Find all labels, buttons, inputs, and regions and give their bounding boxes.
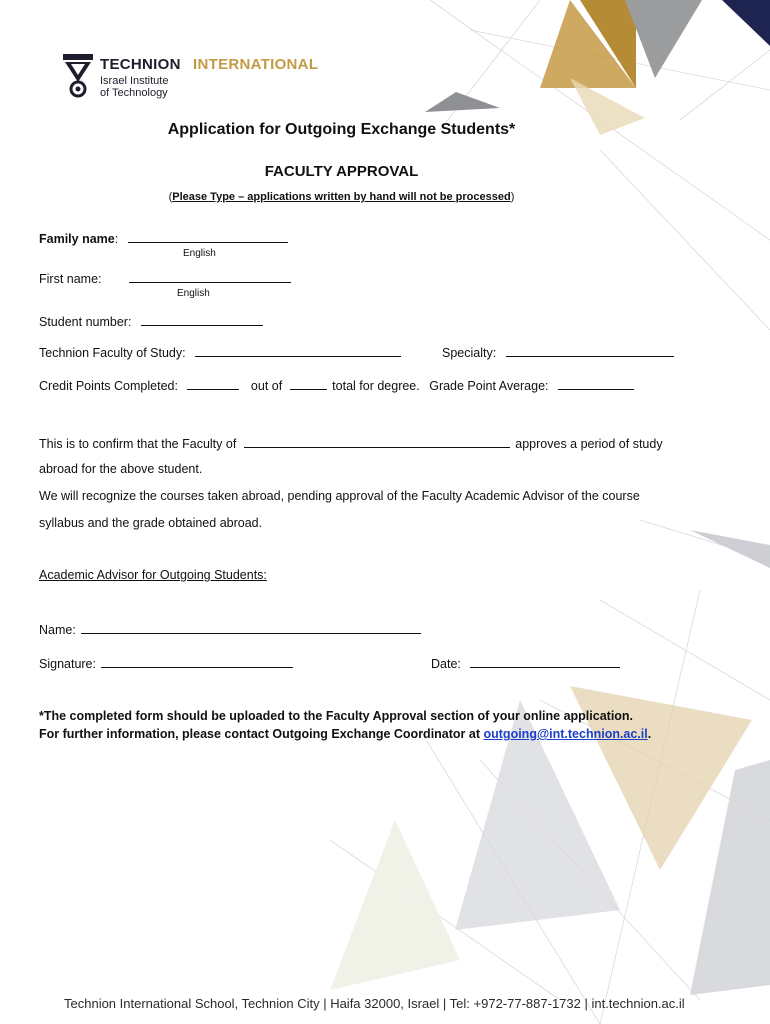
family-name-field[interactable] xyxy=(128,230,288,243)
advisor-name-field[interactable] xyxy=(81,621,421,634)
faculty-field[interactable] xyxy=(195,344,401,357)
family-name-label: Family name xyxy=(39,232,115,246)
first-name-hint: English xyxy=(177,288,210,299)
credit-points-row xyxy=(39,377,634,393)
technion-logo xyxy=(62,52,332,102)
brand-international: INTERNATIONAL xyxy=(193,56,319,73)
advisor-name-label: Name: xyxy=(39,623,76,637)
credit-points-label: Credit Points Completed: xyxy=(39,379,178,393)
contact-info: For further information, please contact Outgoing Exchange Coordinator at outgoing@int.technion.ac.il. xyxy=(39,727,652,741)
faculty-of-field[interactable] xyxy=(244,435,510,448)
signature-row xyxy=(39,655,293,671)
navy-triangle xyxy=(722,0,770,46)
out-of-label: out of xyxy=(250,379,283,393)
date-field[interactable] xyxy=(470,655,620,668)
form-title: Application for Outgoing Exchange Students* xyxy=(167,121,516,138)
student-number-label: Student number: xyxy=(39,315,132,329)
typing-note: (Please Type – applications written by hand will not be processed) xyxy=(168,191,515,203)
total-credits-field[interactable] xyxy=(290,377,327,390)
form-subtitle: FACULTY APPROVAL xyxy=(264,163,419,180)
specialty-field[interactable] xyxy=(506,344,674,357)
gpa-label: Grade Point Average: xyxy=(429,379,549,393)
gpa-field[interactable] xyxy=(558,377,634,390)
total-degree-label: total for degree. xyxy=(332,379,420,393)
footer-address: Technion International School, Technion City | Haifa 32000, Israel | Tel: +972-77-887-1732 | int.technion.ac.il xyxy=(64,996,685,1011)
confirm-line-2: abroad for the above student. xyxy=(39,462,203,476)
date-row xyxy=(431,655,620,671)
faculty-label: Technion Faculty of Study: xyxy=(39,346,186,360)
student-number-row xyxy=(39,313,263,329)
completed-form-note: *The completed form should be uploaded to the Faculty Approval section of your online application. xyxy=(39,709,634,723)
credit-points-field[interactable] xyxy=(187,377,239,390)
specialty-label: Specialty: xyxy=(442,346,497,360)
faculty-row xyxy=(39,344,401,360)
family-name-hint: English xyxy=(183,248,216,259)
advisor-heading: Academic Advisor for Outgoing Students: xyxy=(39,568,267,582)
recognize-line-2: syllabus and the grade obtained abroad. xyxy=(39,516,263,530)
student-number-field[interactable] xyxy=(141,313,263,326)
brand-subtitle: Israel Institute of Technology xyxy=(100,75,169,99)
signature-label: Signature: xyxy=(39,657,96,671)
recognize-line-1: We will recognize the courses taken abroad, pending approval of the Faculty Academic Advisor of the course xyxy=(39,489,640,503)
contact-email-link[interactable]: outgoing@int.technion.ac.il xyxy=(483,727,648,741)
first-name-row xyxy=(39,270,291,286)
first-name-label: First name: xyxy=(39,272,102,286)
brand-technion: TECHNION xyxy=(100,56,181,73)
technion-emblem-icon xyxy=(62,52,94,98)
advisor-name-row xyxy=(39,621,421,637)
date-label: Date: xyxy=(431,657,461,671)
family-name-row: Family name: xyxy=(39,230,288,246)
specialty-row xyxy=(442,344,674,360)
gray-triangle xyxy=(625,0,702,78)
confirm-line-1: This is to confirm that the Faculty of approves a period of study xyxy=(39,437,663,451)
first-name-field[interactable] xyxy=(129,270,291,283)
signature-field[interactable] xyxy=(101,655,293,668)
